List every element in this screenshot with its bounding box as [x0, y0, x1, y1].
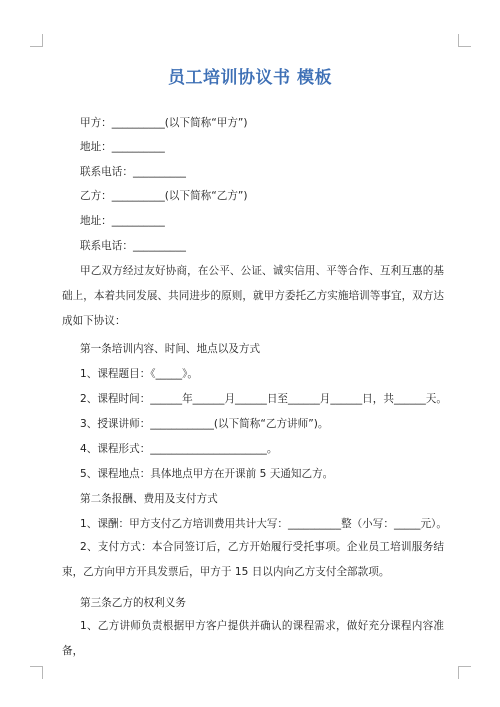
crop-mark-bottom-right: [458, 666, 471, 679]
party-a-address-line: 地址：__________: [80, 141, 165, 153]
section-2-heading: 第二条报酬、费用及支付方式: [80, 493, 218, 505]
party-b-duties-paragraph: 1、乙方讲师负责根据甲方客户提供并确认的课程需求，做好充分课程内容准备，: [62, 620, 444, 657]
clause-course-format: 4、课程形式：______________________。: [80, 443, 278, 455]
section-1-heading: 第一条培训内容、时间、地点以及方式: [80, 343, 261, 355]
clause-instructor: 3、授课讲师：____________(以下简称“乙方讲师”)。: [80, 418, 329, 430]
party-a-line: 甲方：__________(以下简称“甲方”): [80, 117, 248, 129]
party-b-address-line: 地址：__________: [80, 215, 165, 227]
party-b-phone-line: 联系电话：__________: [80, 240, 186, 252]
payment-paragraph: 2、支付方式：本合同签订后，乙方开始履行受托事项。企业员工培训服务结束，乙方向甲方开具发票后，甲方于 15 日以内向乙方支付全部款项。: [62, 541, 444, 578]
party-b-line: 乙方：__________(以下简称“乙方”): [80, 190, 248, 202]
document-title: 员工培训协议书 模板: [168, 68, 332, 88]
intro-paragraph: 甲乙双方经过友好协商，在公平、公证、诚实信用、平等合作、互利互惠的基础上，本着共同发展、共同进步的原则，就甲方委托乙方实施培训等事宜，双方达成如下协议：: [62, 265, 444, 327]
crop-mark-top-right: [458, 34, 471, 47]
clause-course-location: 5、课程地点：具体地点甲方在开课前 5 天通知乙方。: [80, 468, 334, 480]
clause-course-title: 1、课程题目：《_____》。: [80, 368, 198, 380]
clause-fee: 1、课酬：甲方支付乙方培训费用共计大写：__________整（小写：_____元）。: [80, 518, 447, 530]
clause-course-time: 2、课程时间：______年______月______日至______月______日，共______天。: [80, 393, 447, 405]
crop-mark-bottom-left: [30, 666, 43, 679]
crop-mark-top-left: [30, 34, 43, 47]
section-3-heading: 第三条乙方的权利义务: [80, 597, 186, 609]
party-a-phone-line: 联系电话：__________: [80, 166, 186, 178]
